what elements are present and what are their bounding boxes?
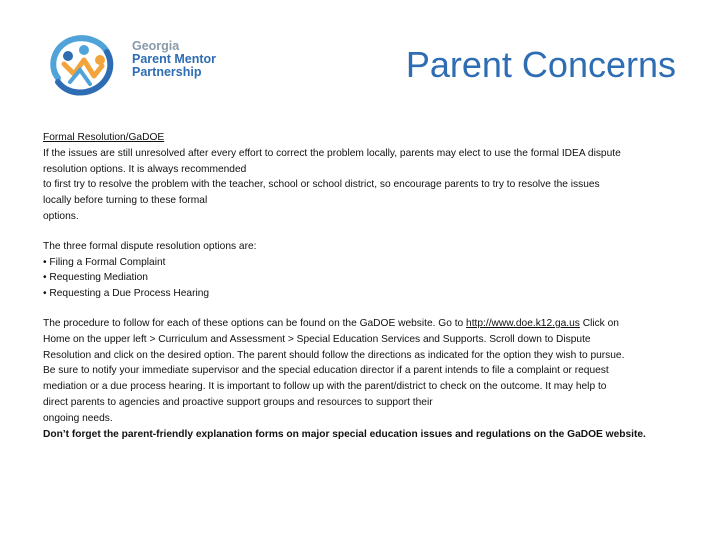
logo-text — [132, 40, 216, 79]
section3-line: Be sure to notify your immediate supervisor and the special education director if a parent intends to file a complaint or request — [43, 365, 609, 377]
section1-heading: Formal Resolution/GaDOE — [43, 132, 165, 143]
section1-line: resolution options. It is always recommended — [43, 163, 247, 175]
page-title: Parent Concerns — [405, 44, 676, 85]
section1-line: options. — [43, 210, 79, 222]
section3-line: mediation or a due process hearing. It is important to follow up with the parent/district to check on the outcome. It may help to — [43, 381, 607, 393]
section3-line: Resolution and click on the desired option. The parent should follow the directions as indicated for the option they wish to pursue. — [43, 349, 625, 361]
logo-line-parent-mentor: Parent Mentor — [132, 52, 217, 66]
option-item: • Requesting Mediation — [43, 272, 148, 284]
section3-line-end: Click on — [579, 317, 619, 329]
gadoe-website-link[interactable]: http://www.doe.k12.ga.us — [466, 317, 580, 329]
section2-heading: The three formal dispute resolution options are: — [43, 240, 257, 252]
section3-line: ongoing needs. — [43, 412, 113, 424]
section3-line: Home on the upper left > Curriculum and Assessment > Special Education Services and Supports. Scroll down to Dispute — [43, 333, 591, 345]
section3-line — [43, 316, 683, 332]
logo-line-georgia: Georgia — [132, 39, 180, 53]
content-body — [43, 130, 683, 442]
reminder-bold-line: Don’t forget the parent-friendly explanation forms on major special education issues and regulations on the GaDOE website. — [43, 428, 646, 440]
option-item: • Filing a Formal Complaint — [43, 256, 166, 268]
logo-line-partnership: Partnership — [132, 65, 202, 79]
section1-line: to first try to resolve the problem with the teacher, school or school district, so encourage parents to try to resolve the issues — [43, 179, 600, 191]
people-circle-logo-icon — [44, 30, 124, 100]
section1-line: If the issues are still unresolved after every effort to correct the problem locally, parents may elect to use the formal IDEA dispute — [43, 147, 621, 159]
section3-line-start: The procedure to follow for each of these options can be found on the GaDOE website. Go to — [43, 317, 467, 329]
section1-line: locally before turning to these formal — [43, 195, 208, 207]
section3-line: direct parents to agencies and proactive support groups and resources to support their — [43, 396, 433, 408]
gppm-logo — [44, 30, 234, 100]
option-item: • Requesting a Due Process Hearing — [43, 288, 210, 300]
